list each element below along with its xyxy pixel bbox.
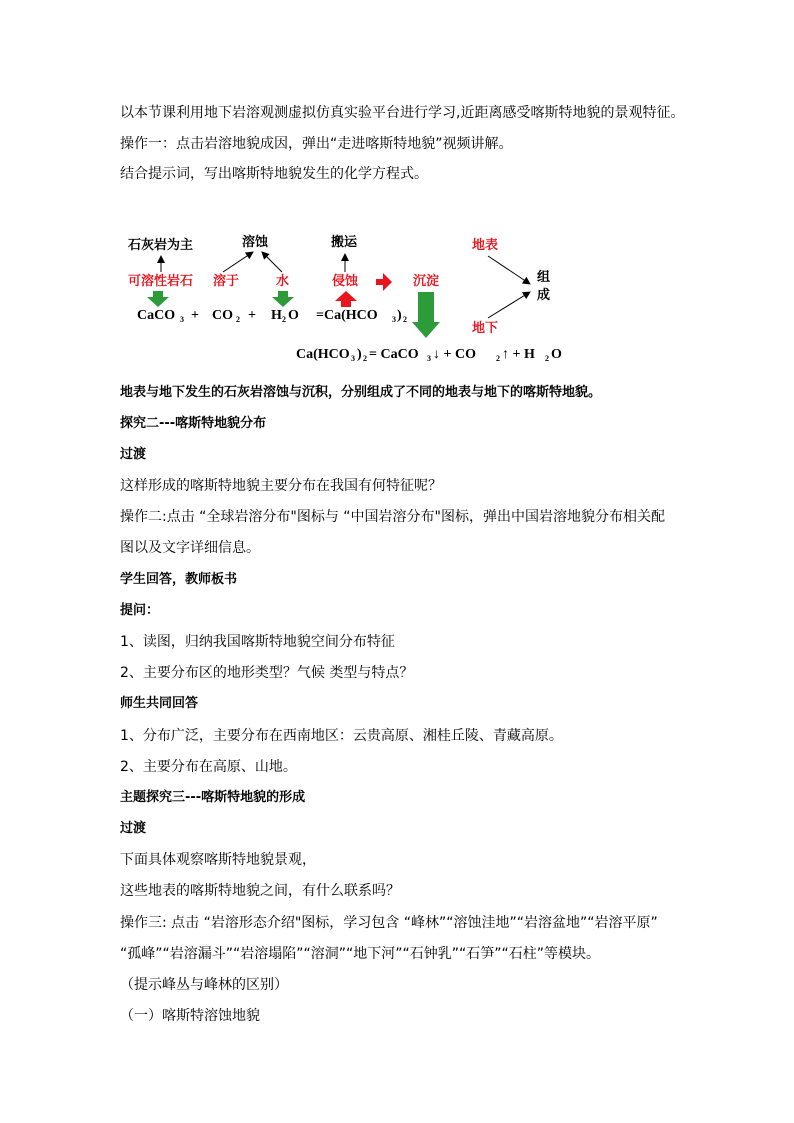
label-dissolution: 溶蚀 bbox=[242, 235, 269, 250]
equation-2-b: ) bbox=[357, 347, 362, 362]
equation-2-e: ↑ + H bbox=[502, 347, 535, 362]
red-arrow-up-erosion bbox=[335, 291, 357, 307]
equation-1-co2: CO bbox=[212, 308, 233, 323]
equation-2-sub-5: 2 bbox=[545, 354, 549, 363]
equation-1-h-sub: 2 bbox=[282, 315, 286, 324]
equation-2-f: O bbox=[551, 347, 562, 362]
equation-1-caco3: CaCO bbox=[137, 308, 176, 323]
intro-line-2: 操作一：点击岩溶地貌成因，弹出“走进喀斯特地貌”视频讲解。 bbox=[120, 136, 513, 152]
label-transport: 搬运 bbox=[331, 235, 358, 250]
intro-line-1: 以本节课利用地下岩溶观测虚拟仿真实验平台进行学习,近距离感受喀斯特地貌的景观特征。 bbox=[120, 105, 685, 121]
answer-1: 1、分布广泛，主要分布在西南地区：云贵高原、湘桂丘陵、青藏高原。 bbox=[120, 728, 563, 744]
equation-2-sub-3: 3 bbox=[427, 354, 431, 363]
arrow-water-to-dissolution bbox=[262, 252, 282, 272]
label-water: 水 bbox=[276, 274, 290, 289]
observe-text: 下面具体观察喀斯特地貌景观， bbox=[120, 852, 316, 868]
label-erosion: 侵蚀 bbox=[332, 274, 359, 289]
summary-text: 地表与地下发生的石灰岩溶蚀与沉积，分别组成了不同的地表与地下的喀斯特地貌。 bbox=[120, 385, 602, 400]
label-transition-2: 过渡 bbox=[120, 821, 147, 836]
equation-1-rhs-sub-1: 3 bbox=[392, 315, 396, 324]
section-1-heading: （一）喀斯特溶蚀地貌 bbox=[120, 1008, 260, 1024]
arrow-surface-to-compose bbox=[488, 256, 530, 284]
label-limestone-main: 石灰岩为主 bbox=[128, 238, 194, 253]
equation-1-caco3-sub: 3 bbox=[180, 315, 184, 324]
heading-inquiry-2: 探究二---喀斯特地貌分布 bbox=[120, 416, 267, 431]
equation-1-rhs-sub-2: 2 bbox=[403, 315, 407, 324]
arrow-dissolve-in-to-dissolution bbox=[223, 252, 253, 272]
link-question: 这些地表的喀斯特地貌之间，有什么联系吗？ bbox=[120, 883, 400, 899]
equation-2-c: = CaCO bbox=[369, 347, 419, 362]
question-distribution: 这样形成的喀斯特地貌主要分布在我国有何特征呢？ bbox=[120, 478, 442, 494]
heading-inquiry-3: 主题探究三---喀斯特地貌的形成 bbox=[120, 790, 306, 805]
equation-1-rhs-paren: ) bbox=[397, 308, 402, 323]
equation-2-a: Ca(HCO bbox=[296, 347, 350, 362]
answer-2: 2、主要分布在高原、山地。 bbox=[120, 759, 297, 775]
intro-line-3: 结合提示词，写出喀斯特地貌发生的化学方程式。 bbox=[120, 166, 428, 182]
red-arrow-right-erosion bbox=[376, 273, 392, 291]
green-arrow-down-water bbox=[272, 291, 294, 307]
label-dissolve-in: 溶于 bbox=[213, 274, 240, 289]
equation-1-h: H bbox=[271, 308, 282, 323]
green-arrow-down-deposition bbox=[412, 292, 440, 338]
equation-1-plus-1: + bbox=[191, 308, 199, 323]
hint-text: （提示峰丛与峰林的区别） bbox=[120, 977, 288, 993]
operation-3-line-1: 操作三: 点击 “岩溶形态介绍"图标，学习包含 “峰林”“溶蚀洼地”“岩溶盆地”“岩溶平原” bbox=[120, 915, 658, 931]
question-1: 1、读图，归纳我国喀斯特地貌空间分布特征 bbox=[120, 634, 395, 650]
label-transition-1: 过渡 bbox=[120, 447, 147, 462]
karst-chemistry-diagram bbox=[0, 0, 794, 380]
label-questions: 提问： bbox=[120, 603, 160, 618]
label-surface: 地表 bbox=[472, 238, 499, 253]
label-compose-1: 组 bbox=[537, 270, 551, 285]
equation-1-o: O bbox=[288, 308, 299, 323]
equation-1-plus-2: + bbox=[248, 308, 256, 323]
arrow-underground-to-compose bbox=[488, 292, 530, 318]
equation-2-sub-2: 2 bbox=[363, 354, 367, 363]
label-soluble-rock: 可溶性岩石 bbox=[128, 274, 194, 289]
operation-3-line-2: “孤峰”“岩溶漏斗”“岩溶塌陷”“溶洞”“地下河”“石钟乳”“石笋”“石柱”等模块。 bbox=[120, 946, 601, 962]
label-compose-2: 成 bbox=[537, 288, 551, 303]
equation-2-sub-4: 2 bbox=[496, 354, 500, 363]
label-joint-answer: 师生共同回答 bbox=[120, 696, 199, 711]
label-underground: 地下 bbox=[472, 321, 499, 336]
label-deposition: 沉淀 bbox=[413, 274, 440, 289]
equation-1-rhs: =Ca(HCO bbox=[316, 308, 378, 323]
operation-2-line-2: 图以及文字详细信息。 bbox=[120, 540, 260, 556]
label-student-answer: 学生回答，教师板书 bbox=[120, 572, 238, 587]
equation-2-sub-1: 3 bbox=[351, 354, 355, 363]
equation-2-d: ↓ + CO bbox=[433, 347, 476, 362]
operation-2-line-1: 操作二:点击 “全球岩溶分布"图标与 “中国岩溶分布"图标，弹出中国岩溶地貌分布相关配 bbox=[120, 509, 665, 525]
question-2: 2、主要分布区的地形类型？气候 类型与特点？ bbox=[120, 665, 414, 681]
green-arrow-down-soluble-rock bbox=[147, 291, 169, 307]
equation-1-co2-sub: 2 bbox=[236, 315, 240, 324]
